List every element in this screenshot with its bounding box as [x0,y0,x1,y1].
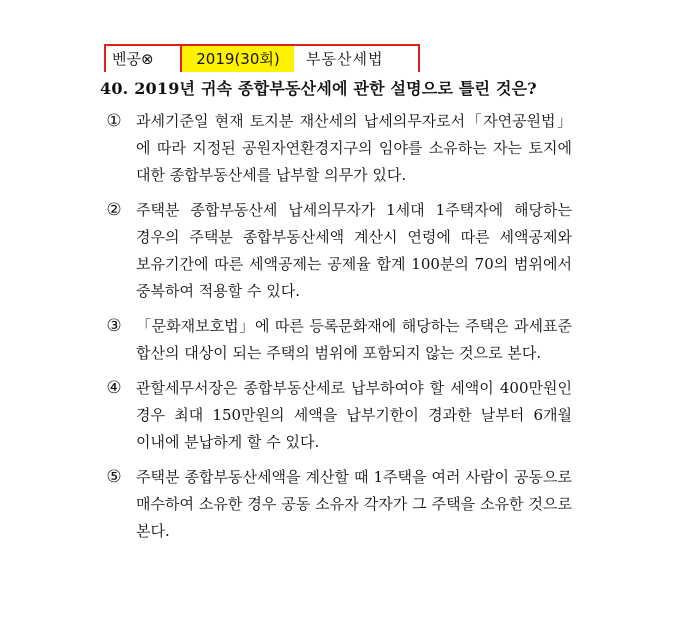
source-tag: 벤공⊗ [104,44,182,72]
option-2[interactable] [102,197,572,305]
option-number: ④ [106,378,122,398]
question-title: 40. 2019년 귀속 종합부동산세에 관한 설명으로 틀린 것은? [100,79,537,98]
option-number: ① [106,111,122,131]
option-5[interactable] [102,464,572,545]
option-text: 주택분 종합부동산세액을 계산할 때 1주택을 여러 사람이 공동으로 매수하여 소유한 경우 공동 소유자 각자가 그 주택을 소유한 것으로 본다. [136,468,572,540]
option-number: ③ [106,316,122,336]
option-text: 주택분 종합부동산세 납세의무자가 1세대 1주택자에 해당하는 경우의 주택분 종합부동산세액 계산시 연령에 따른 세액공제와 보유기간에 따른 세액공제는 공제율 합계 100분의 70의 범위에서 중복하여 적용할 수 있다. [136,201,572,300]
option-number: ② [106,200,122,220]
option-text: 「문화재보호법」에 따른 등록문화재에 해당하는 주택은 과세표준 합산의 대상이 되는 주택의 범위에 포함되지 않는 것으로 본다. [136,317,572,362]
option-1[interactable] [102,108,572,189]
option-number: ⑤ [106,467,122,487]
year-tag: 2019(30회) [182,46,294,72]
answer-options [102,108,572,553]
option-text: 과세기준일 현재 토지분 재산세의 납세의무자로서「자연공원법」에 따라 지정된 공원자연환경지구의 임야를 소유하는 자는 토지에 대한 종합부동산세를 납부할 의무가 있다. [136,112,572,184]
option-4[interactable] [102,375,572,456]
option-3[interactable] [102,313,572,367]
subject-tag: 부동산세법 [306,50,384,68]
option-text: 관할세무서장은 종합부동산세로 납부하여야 할 세액이 400만원인 경우 최대 150만원의 세액을 납부기한이 경과한 날부터 6개월 이내에 분납하게 할 수 있다. [136,379,572,451]
